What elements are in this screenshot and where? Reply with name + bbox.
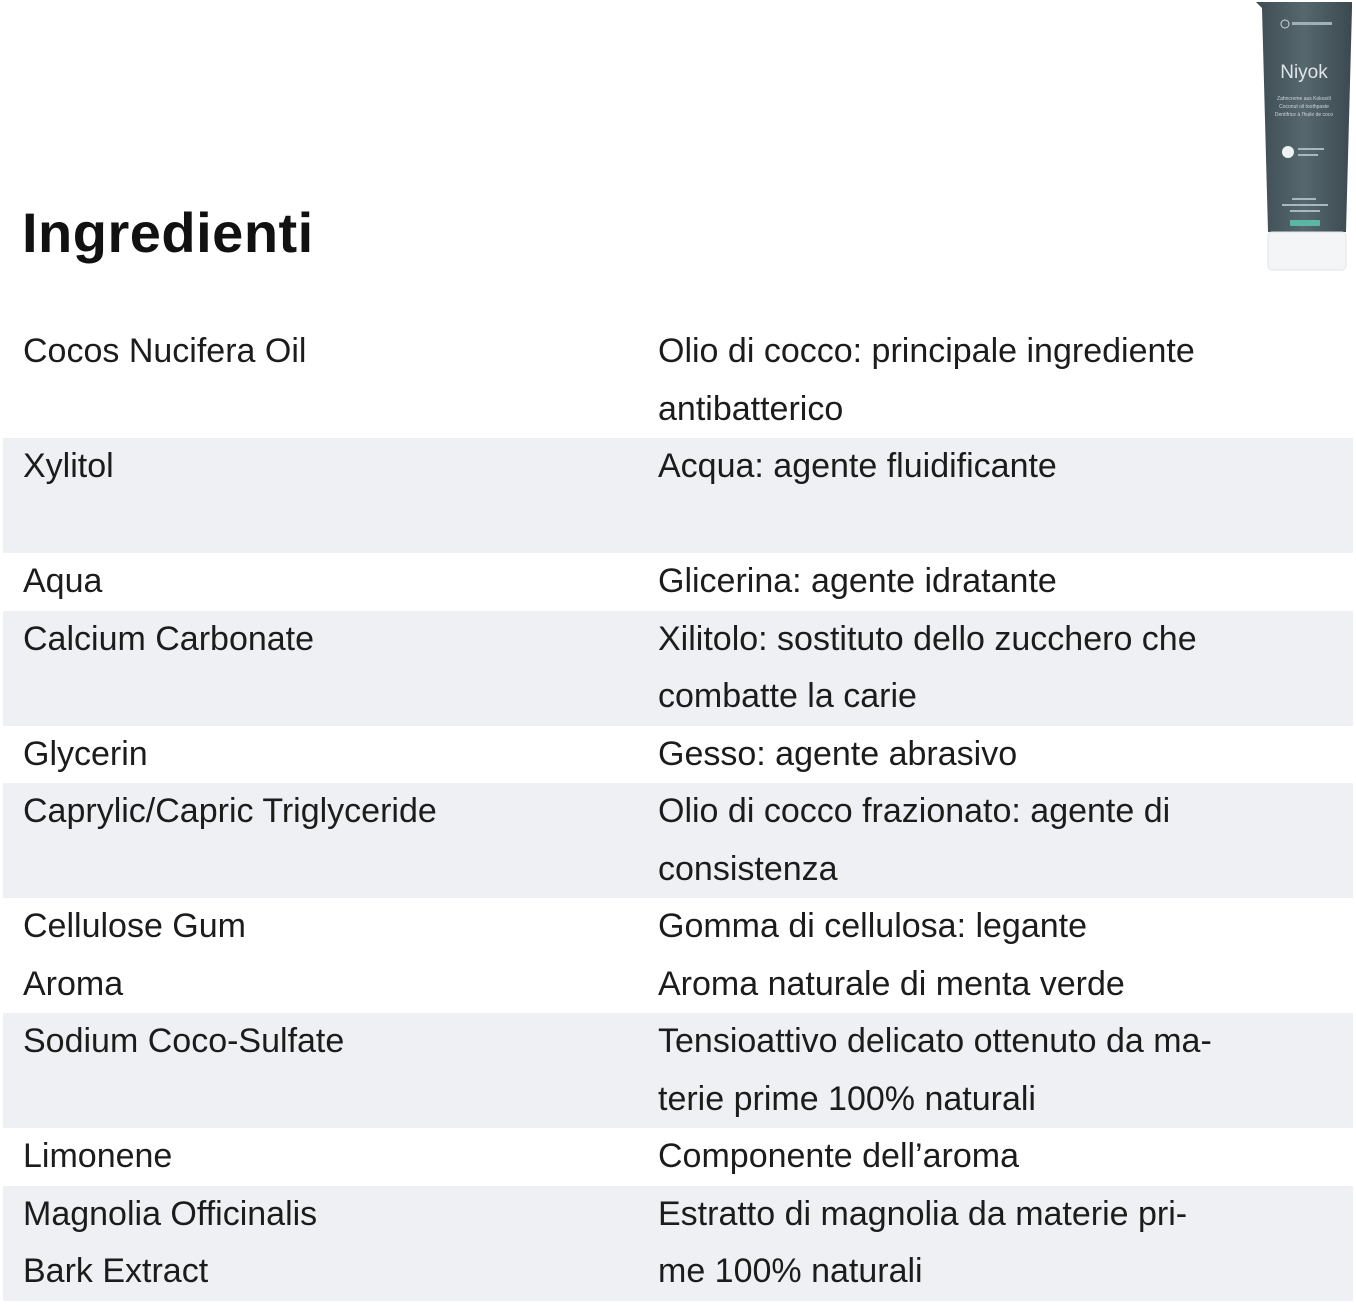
inci-name: Glycerin	[23, 734, 148, 773]
table-row	[3, 1186, 1353, 1301]
table-row	[3, 1128, 1353, 1186]
ingredients-table	[3, 323, 1353, 1301]
inci-name: Aqua	[23, 562, 103, 600]
ingredient-description: Xilitolo: sostituto dello zucchero che combatte la carie	[658, 619, 1197, 715]
subtitle-line-1: Zahncreme aus Kokosöl	[1277, 96, 1331, 102]
inci-name: Cellulose Gum	[23, 907, 246, 945]
ingredient-description: Aroma naturale di menta verde	[658, 964, 1125, 1003]
ingredient-description: Acqua: agente fluidificante	[658, 447, 1057, 485]
table-row	[3, 611, 1353, 726]
inci-name: Xylitol	[23, 447, 114, 485]
toothpaste-tube-image	[1252, 0, 1356, 276]
subtitle-line-2: Coconut oil toothpaste	[1279, 104, 1329, 110]
brand-label: Niyok	[1280, 62, 1328, 83]
table-row	[3, 438, 1353, 553]
inci-name: Cocos Nucifera Oil	[23, 332, 307, 370]
ingredient-description: Estratto di magnolia da materie pri- me 100% naturali	[658, 1194, 1188, 1290]
inci-name: Aroma	[23, 964, 124, 1003]
ingredient-description: Componente dell’aroma	[658, 1137, 1019, 1175]
inci-name: Caprylic/Capric Triglyceride	[23, 792, 437, 830]
page-title: Ingredienti	[22, 201, 314, 264]
inci-name: Limonene	[23, 1137, 173, 1175]
subtitle-line-3: Dentifrice à l'huile de coco	[1274, 112, 1334, 118]
inci-name: Magnolia Officinalis Bark Extract	[23, 1194, 318, 1290]
ingredient-description: Gomma di cellulosa: legante	[658, 907, 1088, 945]
ingredient-description: Gesso: agente abrasivo	[658, 734, 1018, 773]
inci-name: Calcium Carbonate	[23, 619, 315, 658]
table-row	[3, 726, 1353, 784]
ingredient-description: Olio di cocco frazionato: agente di consistenza	[658, 792, 1171, 888]
inci-name: Sodium Coco-Sulfate	[23, 1022, 345, 1060]
table-row	[3, 898, 1353, 956]
ingredient-description: Tensioattivo delicato ottenuto da ma- terie prime 100% naturali	[658, 1022, 1212, 1118]
table-row	[3, 553, 1353, 611]
ingredient-description: Olio di cocco: principale ingrediente antibatterico	[658, 332, 1195, 428]
table-row	[3, 1013, 1353, 1128]
table-row	[3, 323, 1353, 438]
table-row	[3, 783, 1353, 898]
ingredient-description: Glicerina: agente idratante	[658, 562, 1057, 600]
table-row	[3, 956, 1353, 1014]
